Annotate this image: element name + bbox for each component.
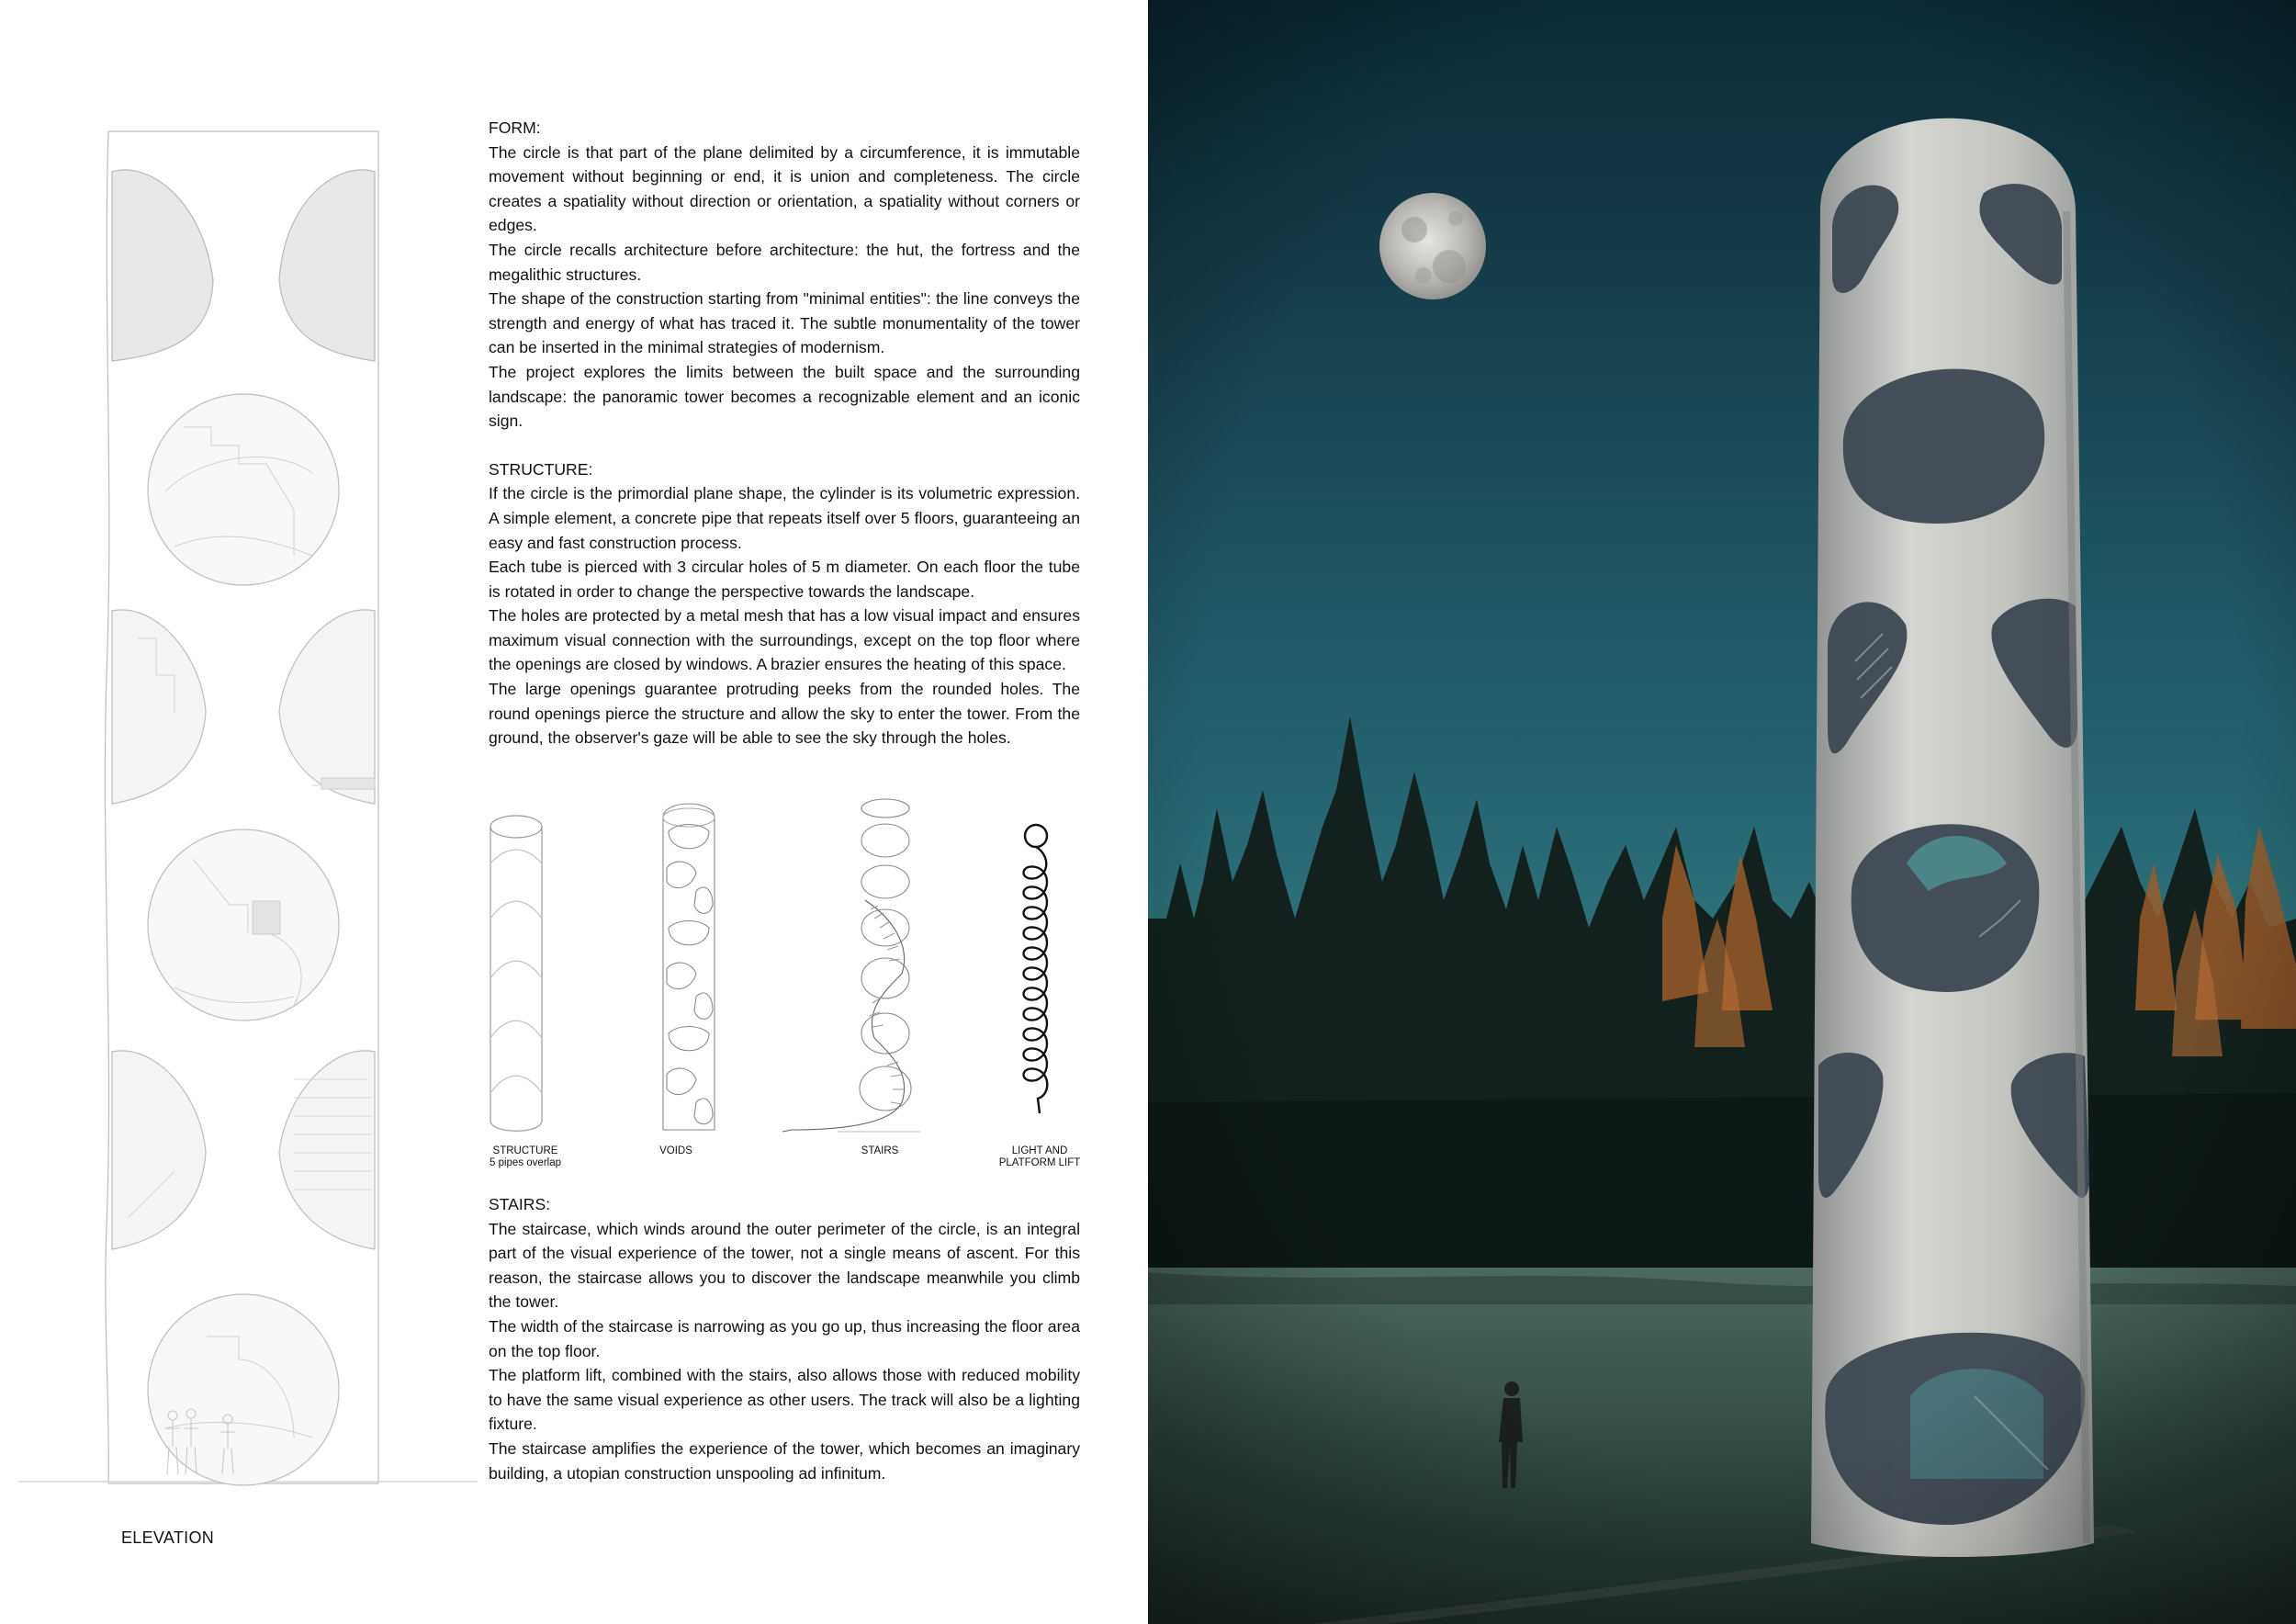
form-paragraph: The project explores the limits between the built space and the surrounding landscape: the panoramic tower becomes a recognizable element and an iconic sign.	[489, 362, 1080, 431]
stairs-paragraph: The width of the staircase is narrowing as you go up, thus increasing the floor area on the top floor.	[489, 1316, 1080, 1360]
structure-paragraph: The holes are protected by a metal mesh that has a low visual impact and ensures maximum visual connection with the surroundings, except on the top floor where the openings are closed by windows. A brazier ensures the heating of this space.	[489, 606, 1080, 674]
stairs-title: STAIRS:	[489, 1195, 551, 1213]
diagram-sublabel: 5 pipes overlap	[490, 1157, 561, 1168]
form-paragraph: The shape of the construction starting from "minimal entities": the line conveys the strength and energy of what has traced it. The subtle monumentality of the tower can be inserted in the minimal strategies of modernism.	[489, 289, 1080, 357]
diagram-label-structure	[481, 1145, 569, 1169]
concept-diagrams	[489, 790, 1086, 1176]
diagram-label-stairs	[843, 1145, 917, 1157]
diagram-label: STRUCTURE	[492, 1145, 558, 1156]
form-paragraph: The circle is that part of the plane delimited by a circumference, it is immutable movement without beginning or end, it is union and completeness. The circle creates a spatiality without direction or orientation, a spatiality without corners or edges.	[489, 142, 1080, 235]
diagram-label: VOIDS	[659, 1145, 692, 1156]
structure-paragraph: The large openings guarantee protruding peeks from the rounded holes. The round openings pierce the structure and allow the sky to enter the tower. From the ground, the observer's gaze will be able to see the sky through the holes.	[489, 680, 1080, 748]
elevation-label: ELEVATION	[121, 1528, 215, 1547]
voids-diagram	[663, 804, 715, 1130]
stairs-paragraph: The staircase amplifies the experience of the tower, which becomes an imaginary building, a utopian construction unspooling ad infinitum.	[489, 1438, 1080, 1483]
elevation-drawing	[18, 124, 478, 1493]
stairs-diagram	[782, 799, 920, 1132]
lift-coil-diagram	[1024, 825, 1048, 1113]
text-column-stairs	[489, 1192, 1080, 1485]
structure-paragraph: If the circle is the primordial plane shape, the cylinder is its volumetric expression. A simple element, a concrete pipe that repeats itself over 5 floors, guaranteeing an easy and fast construction process.	[489, 484, 1080, 552]
form-paragraph: The circle recalls architecture before architecture: the hut, the fortress and the megalithic structures.	[489, 240, 1080, 284]
structure-diagram	[490, 816, 542, 1131]
diagram-label: STAIRS	[861, 1145, 899, 1156]
diagram-label: LIGHT AND	[1011, 1145, 1068, 1156]
tower-rendering	[1148, 0, 2296, 1624]
rendering-illustration	[1148, 0, 2296, 1624]
section-gap	[489, 434, 1080, 457]
structure-paragraph: Each tube is pierced with 3 circular holes of 5 m diameter. On each floor the tube is rotated in order to change the perspective towards the landscape.	[489, 558, 1080, 601]
diagram-label-voids	[639, 1145, 713, 1157]
stairs-paragraph: The staircase, which winds around the outer perimeter of the circle, is an integral part of the visual experience of the tower, not a single means of ascent. For this reason, the staircase allows you to discover the landscape meanwhile you climb the tower.	[489, 1219, 1080, 1312]
form-title: FORM:	[489, 118, 541, 137]
diagram-label-lift	[992, 1145, 1087, 1169]
structure-title: STRUCTURE:	[489, 459, 593, 479]
diagram-sublabel: PLATFORM LIFT	[998, 1157, 1081, 1168]
text-column-top	[489, 116, 1080, 750]
stairs-paragraph: The platform lift, combined with the stairs, also allows those with reduced mobility to have the same visual experience as other users. The track will also be a lighting fixture.	[489, 1366, 1080, 1434]
